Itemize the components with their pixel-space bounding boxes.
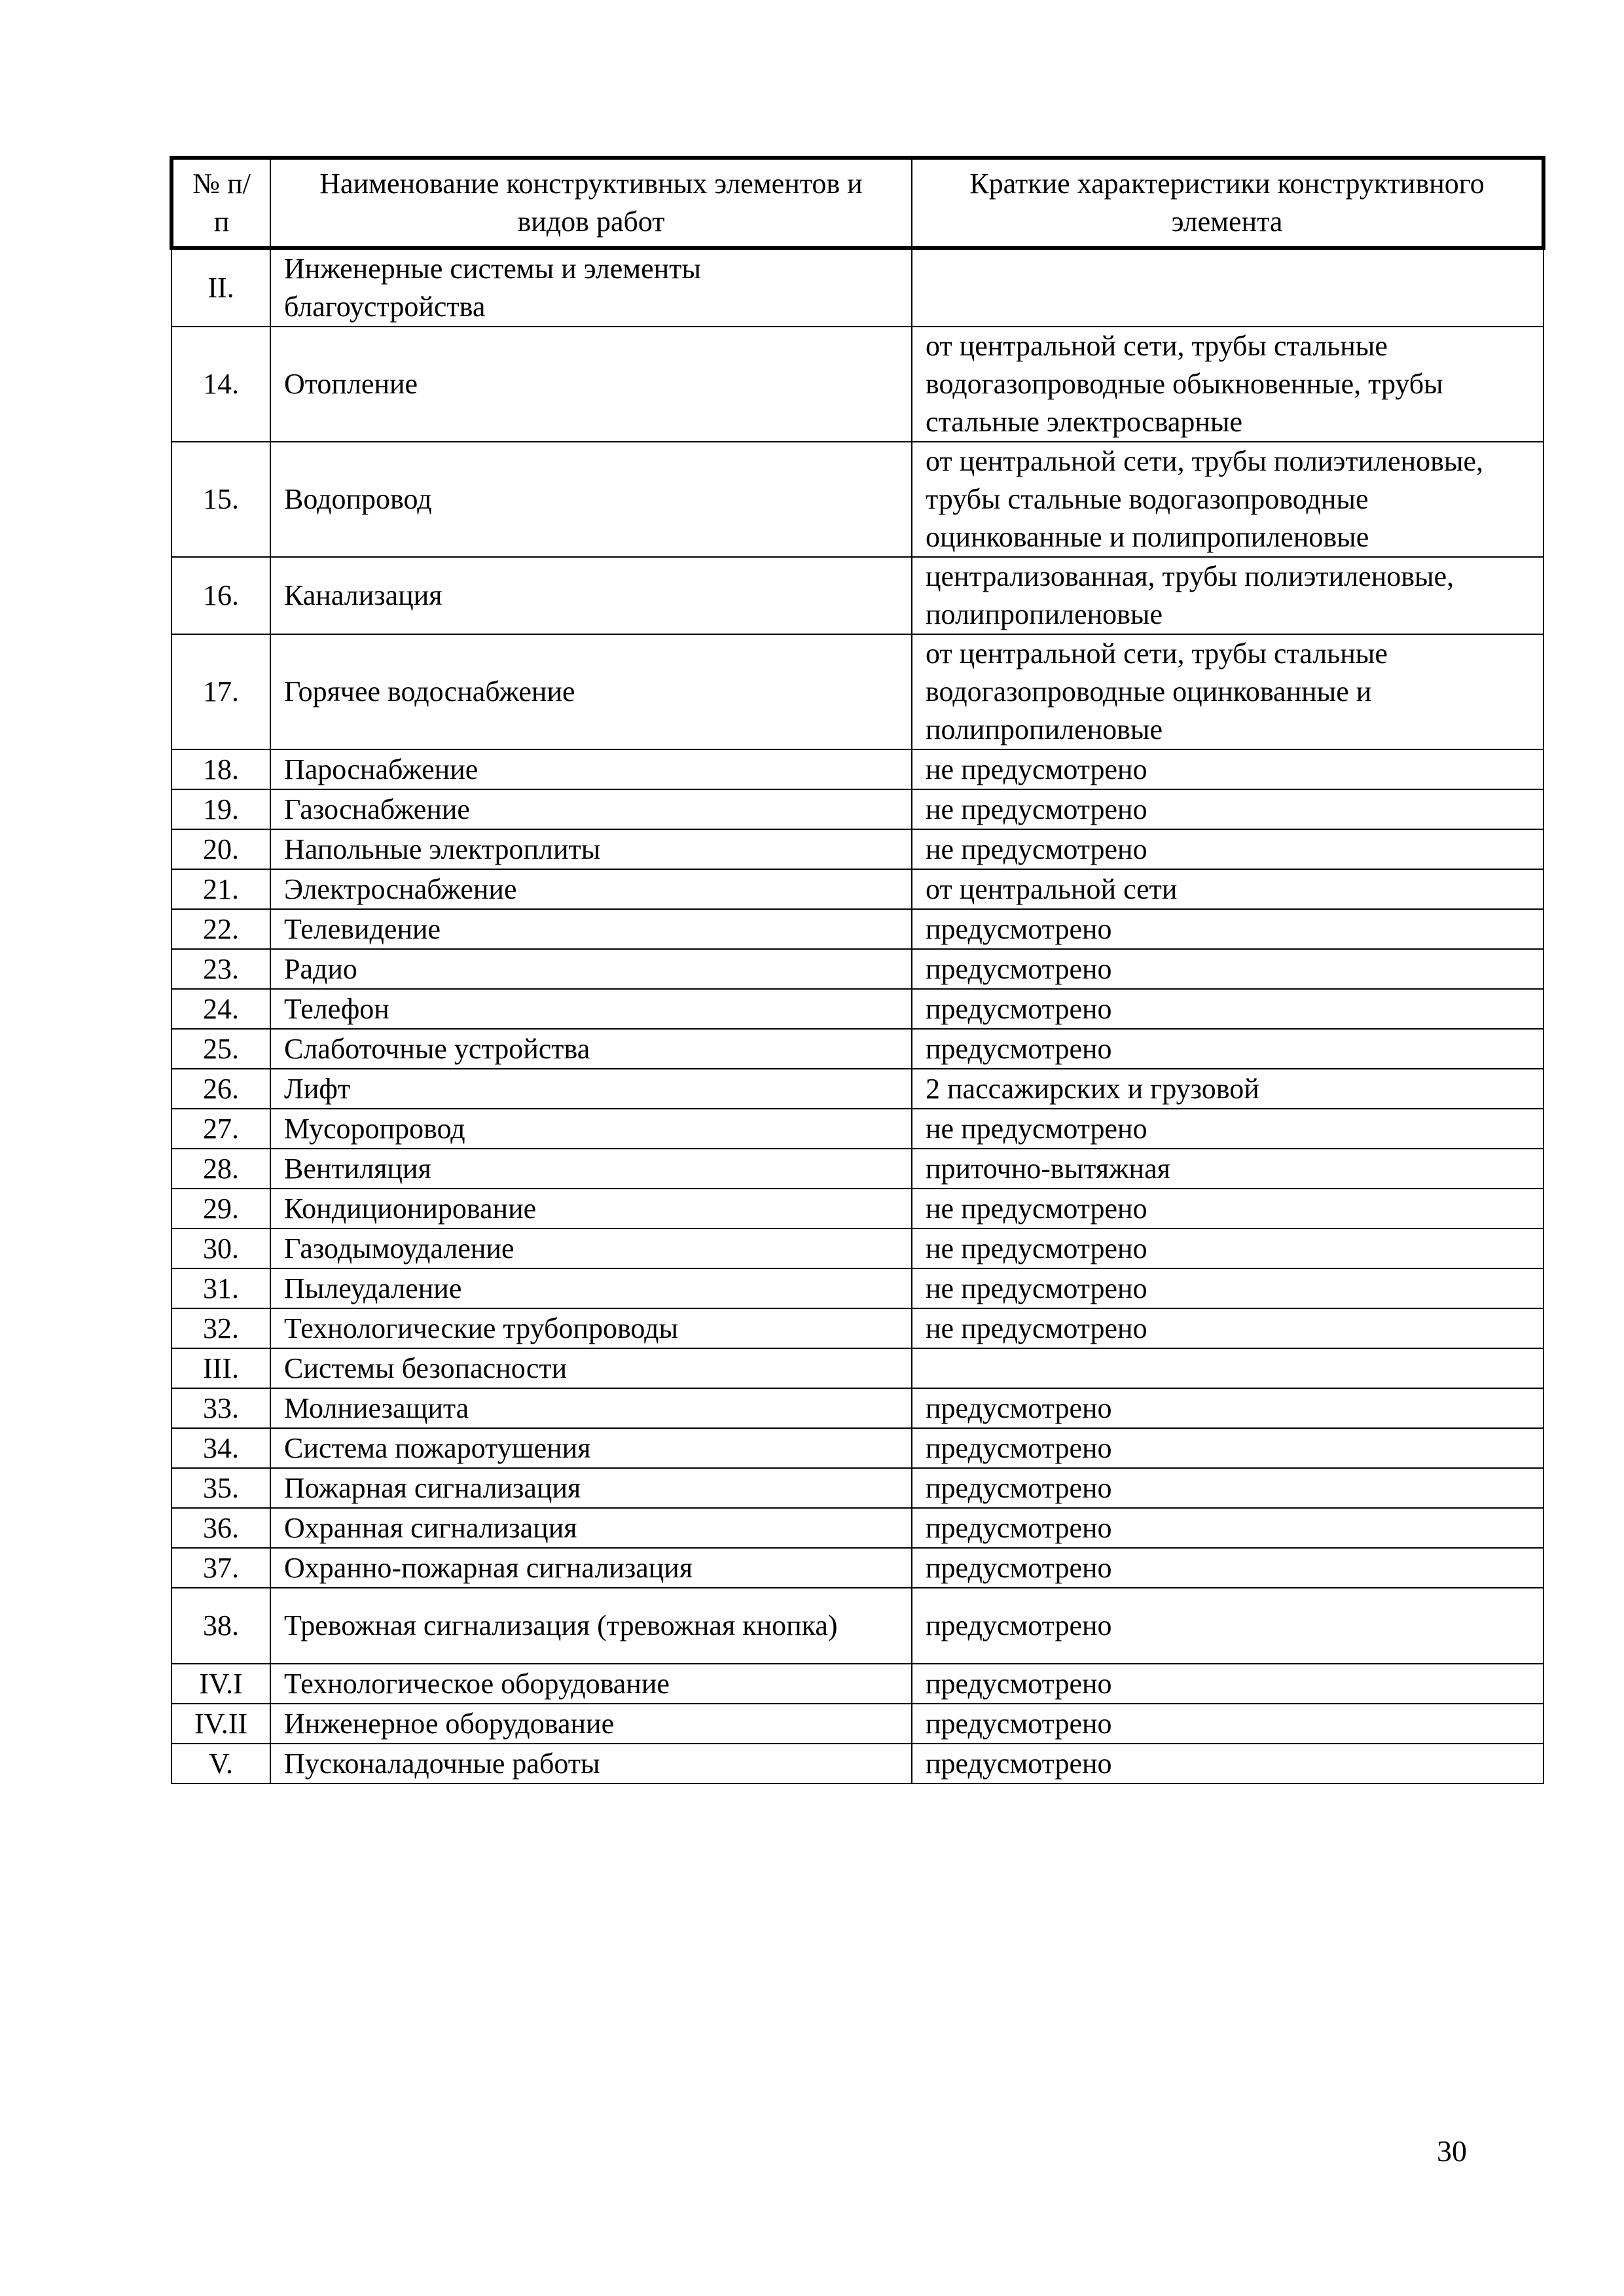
table-row: [171, 789, 1543, 829]
row-desc: предусмотрено: [912, 1029, 1543, 1069]
row-name: Мусоропровод: [270, 1109, 912, 1149]
row-num: 27.: [171, 1109, 270, 1149]
row-num: 17.: [171, 634, 270, 749]
header-desc: Краткие характеристики конструктивного элемента: [912, 158, 1543, 248]
row-num: 37.: [171, 1548, 270, 1588]
row-name: Телевидение: [270, 909, 912, 949]
row-desc: приточно-вытяжная: [912, 1149, 1543, 1189]
table-row: [171, 1588, 1543, 1664]
row-desc: не предусмотрено: [912, 1189, 1543, 1229]
row-desc: предусмотрено: [912, 1548, 1543, 1588]
row-desc: централизованная, трубы полиэтиленовые, полипропиленовые: [912, 557, 1543, 634]
row-num: 25.: [171, 1029, 270, 1069]
row-name: Водопровод: [270, 442, 912, 557]
table-row: [171, 1308, 1543, 1348]
table-row: [171, 1664, 1543, 1704]
table-row: [171, 1268, 1543, 1308]
row-name: Технологическое оборудование: [270, 1664, 912, 1704]
table-row: [171, 1189, 1543, 1229]
row-desc: не предусмотрено: [912, 749, 1543, 789]
table-row: [171, 869, 1543, 909]
table-row: [171, 1548, 1543, 1588]
row-num: 29.: [171, 1189, 270, 1229]
table-row: [171, 1388, 1543, 1428]
row-name: Молниезащита: [270, 1388, 912, 1428]
row-desc: от центральной сети: [912, 869, 1543, 909]
row-name: Электроснабжение: [270, 869, 912, 909]
row-num: 34.: [171, 1428, 270, 1468]
row-desc: предусмотрено: [912, 1468, 1543, 1508]
row-desc: не предусмотрено: [912, 789, 1543, 829]
row-name: Телефон: [270, 989, 912, 1029]
row-num: 19.: [171, 789, 270, 829]
row-desc: предусмотрено: [912, 1388, 1543, 1428]
table-row: [171, 1468, 1543, 1508]
row-name: Лифт: [270, 1069, 912, 1109]
table-row: [171, 1109, 1543, 1149]
table-row: [171, 1704, 1543, 1744]
row-num: 20.: [171, 829, 270, 869]
table-row: [171, 1744, 1543, 1784]
row-name: Пожарная сигнализация: [270, 1468, 912, 1508]
header-num: № п/п: [171, 158, 270, 248]
row-desc: предусмотрено: [912, 1428, 1543, 1468]
row-desc: не предусмотрено: [912, 1268, 1543, 1308]
table-row: [171, 949, 1543, 989]
row-num: V.: [171, 1744, 270, 1784]
row-num: 24.: [171, 989, 270, 1029]
row-desc: [912, 1348, 1543, 1388]
table-body: [171, 248, 1543, 1784]
row-num: 21.: [171, 869, 270, 909]
table-row: [171, 248, 1543, 327]
row-name: Инженерное оборудование: [270, 1704, 912, 1744]
row-name: Охранная сигнализация: [270, 1508, 912, 1548]
row-num: 15.: [171, 442, 270, 557]
row-desc: предусмотрено: [912, 1704, 1543, 1744]
table-row: [171, 909, 1543, 949]
row-desc: предусмотрено: [912, 1508, 1543, 1548]
row-num: 38.: [171, 1588, 270, 1664]
row-desc: предусмотрено: [912, 1744, 1543, 1784]
row-name: Системы безопасности: [270, 1348, 912, 1388]
row-num: 30.: [171, 1229, 270, 1268]
row-name: Газодымоудаление: [270, 1229, 912, 1268]
row-num: 33.: [171, 1388, 270, 1428]
table-row: [171, 634, 1543, 749]
row-desc: предусмотрено: [912, 949, 1543, 989]
row-desc: от центральной сети, трубы стальные водогазопроводные обыкновенные, трубы стальные электросварные: [912, 327, 1543, 442]
row-num: 14.: [171, 327, 270, 442]
table-row: [171, 829, 1543, 869]
table-header-row: [171, 158, 1543, 248]
row-name: Канализация: [270, 557, 912, 634]
row-num: 26.: [171, 1069, 270, 1109]
row-num: III.: [171, 1348, 270, 1388]
row-name: Система пожаротушения: [270, 1428, 912, 1468]
row-num: IV.I: [171, 1664, 270, 1704]
row-num: IV.II: [171, 1704, 270, 1744]
row-num: 18.: [171, 749, 270, 789]
row-desc: предусмотрено: [912, 1664, 1543, 1704]
row-name: Вентиляция: [270, 1149, 912, 1189]
row-desc: предусмотрено: [912, 909, 1543, 949]
row-desc: предусмотрено: [912, 1588, 1543, 1664]
row-desc: 2 пассажирских и грузовой: [912, 1069, 1543, 1109]
row-name: Горячее водоснабжение: [270, 634, 912, 749]
row-desc: [912, 248, 1543, 327]
table-row: [171, 989, 1543, 1029]
table-row: [171, 1029, 1543, 1069]
row-name: Технологические трубопроводы: [270, 1308, 912, 1348]
table-row: [171, 1229, 1543, 1268]
row-name: Пылеудаление: [270, 1268, 912, 1308]
table-row: [171, 1069, 1543, 1109]
table-row: [171, 1428, 1543, 1468]
row-name: Инженерные системы и элементы благоустройства: [270, 248, 912, 327]
header-name: Наименование конструктивных элементов и видов работ: [270, 158, 912, 248]
row-name: Пусконаладочные работы: [270, 1744, 912, 1784]
table-row: [171, 327, 1543, 442]
table-row: [171, 557, 1543, 634]
row-num: 32.: [171, 1308, 270, 1348]
row-desc: не предусмотрено: [912, 1308, 1543, 1348]
row-desc: от центральной сети, трубы стальные водогазопроводные оцинкованные и полипропиленовые: [912, 634, 1543, 749]
table-row: [171, 1348, 1543, 1388]
row-desc: предусмотрено: [912, 989, 1543, 1029]
table-row: [171, 1508, 1543, 1548]
row-num: 35.: [171, 1468, 270, 1508]
row-name: Напольные электроплиты: [270, 829, 912, 869]
row-desc: от центральной сети, трубы полиэтиленовые, трубы стальные водогазопроводные оцинкованные и полипропиленовые: [912, 442, 1543, 557]
row-desc: не предусмотрено: [912, 1109, 1543, 1149]
row-name: Охранно-пожарная сигнализация: [270, 1548, 912, 1588]
row-name: Радио: [270, 949, 912, 989]
row-num: 23.: [171, 949, 270, 989]
row-name: Слаботочные устройства: [270, 1029, 912, 1069]
characteristics-table: [170, 156, 1545, 1784]
row-num: 22.: [171, 909, 270, 949]
row-name: Пароснабжение: [270, 749, 912, 789]
row-num: II.: [171, 248, 270, 327]
row-name: Отопление: [270, 327, 912, 442]
row-name: Газоснабжение: [270, 789, 912, 829]
table-row: [171, 749, 1543, 789]
table-row: [171, 442, 1543, 557]
row-desc: не предусмотрено: [912, 1229, 1543, 1268]
row-name: Тревожная сигнализация (тревожная кнопка): [270, 1588, 912, 1664]
page-number: 30: [1437, 2134, 1467, 2168]
row-name: Кондиционирование: [270, 1189, 912, 1229]
row-num: 36.: [171, 1508, 270, 1548]
row-desc: не предусмотрено: [912, 829, 1543, 869]
table-row: [171, 1149, 1543, 1189]
row-num: 16.: [171, 557, 270, 634]
row-num: 28.: [171, 1149, 270, 1189]
row-num: 31.: [171, 1268, 270, 1308]
